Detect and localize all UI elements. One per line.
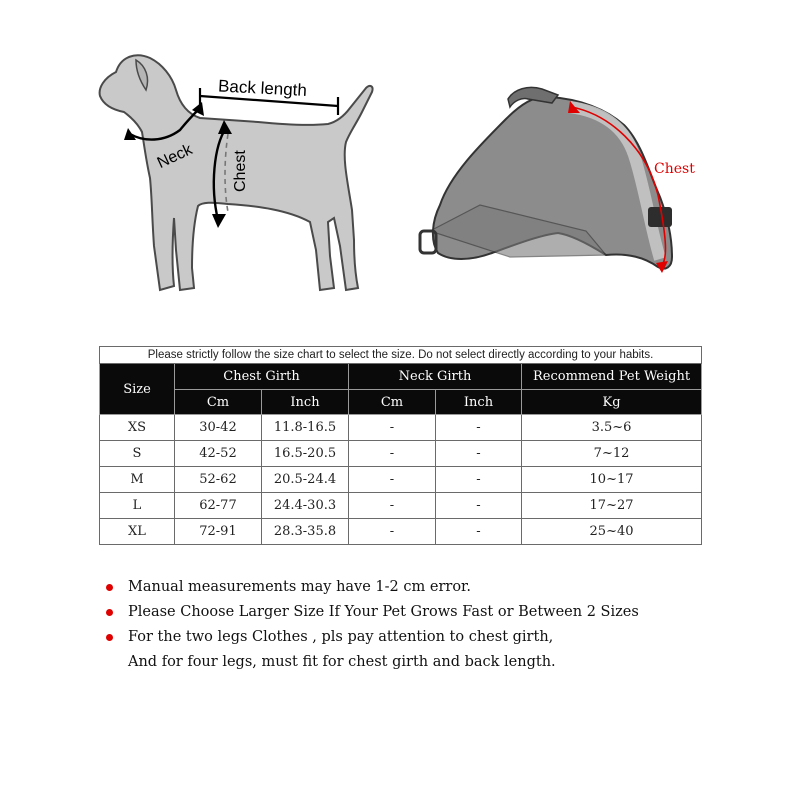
chest-cm-cell: 30-42 [175,415,262,441]
bullet-dot-icon [106,634,113,641]
neck-inch-cell: - [436,467,522,493]
table-row [100,519,702,545]
neck-inch-cell: - [436,415,522,441]
table-row [100,415,702,441]
size-cell: XS [100,415,175,441]
neck-label: Neck [154,141,196,172]
table-row [100,441,702,467]
table-row [100,493,702,519]
note-item [106,603,746,621]
note-item [106,578,746,596]
chest-cm-cell: 72-91 [175,519,262,545]
neck-arrowhead-left [124,128,136,140]
weight-cell: 17~27 [522,493,702,519]
chest-girth-header: Chest Girth [175,364,349,390]
note-item [106,628,746,646]
unit-cm: Cm [175,390,262,415]
chest-inch-cell: 20.5-24.4 [262,467,349,493]
neck-cm-cell: - [349,441,436,467]
harness-figure [410,85,710,305]
note-text: Please Choose Larger Size If Your Pet Grows Fast or Between 2 Sizes [128,604,639,620]
chest-label: Chest [232,150,249,192]
header-row [100,364,702,390]
unit-kg: Kg [522,390,702,415]
table-row [100,467,702,493]
neck-inch-cell: - [436,493,522,519]
chest-inch-cell: 24.4-30.3 [262,493,349,519]
chest-inch-cell: 16.5-20.5 [262,441,349,467]
notes-list [106,578,746,671]
unit-cm: Cm [349,390,436,415]
chest-cm-cell: 52-62 [175,467,262,493]
bullet-dot-icon [106,609,113,616]
size-cell: M [100,467,175,493]
size-cell: L [100,493,175,519]
buckle [648,207,672,227]
weight-cell: 3.5~6 [522,415,702,441]
notice-row [100,347,702,364]
neck-cm-cell: - [349,519,436,545]
weight-cell: 10~17 [522,467,702,493]
harness-chest-label: Chest [654,161,695,177]
chest-cm-cell: 62-77 [175,493,262,519]
size-cell: XL [100,519,175,545]
size-chart [99,346,701,545]
dog-measurement-figure [88,50,388,310]
chest-inch-cell: 11.8-16.5 [262,415,349,441]
size-header: Size [100,364,175,415]
size-notice: Please strictly follow the size chart to select the size. Do not select directly according to your habits. [100,347,702,364]
neck-cm-cell: - [349,415,436,441]
note-text: For the two legs Clothes , pls pay attention to chest girth, [128,629,554,645]
weight-cell: 25~40 [522,519,702,545]
weight-cell: 7~12 [522,441,702,467]
neck-girth-header: Neck Girth [349,364,522,390]
bullet-dot-icon [106,584,113,591]
weight-header: Recommend Pet Weight [522,364,702,390]
size-table [99,346,702,545]
neck-cm-cell: - [349,467,436,493]
size-cell: S [100,441,175,467]
neck-inch-cell: - [436,441,522,467]
unit-inch: Inch [436,390,522,415]
chest-arrowhead-bottom [212,214,226,228]
unit-row [100,390,702,415]
note-text: Manual measurements may have 1-2 cm error. [128,579,471,595]
chest-inch-cell: 28.3-35.8 [262,519,349,545]
back-length-label: Back length [217,76,308,101]
note-continuation: And for four legs, must fit for chest girth and back length. [128,654,556,670]
unit-inch: Inch [262,390,349,415]
neck-cm-cell: - [349,493,436,519]
neck-inch-cell: - [436,519,522,545]
chest-cm-cell: 42-52 [175,441,262,467]
